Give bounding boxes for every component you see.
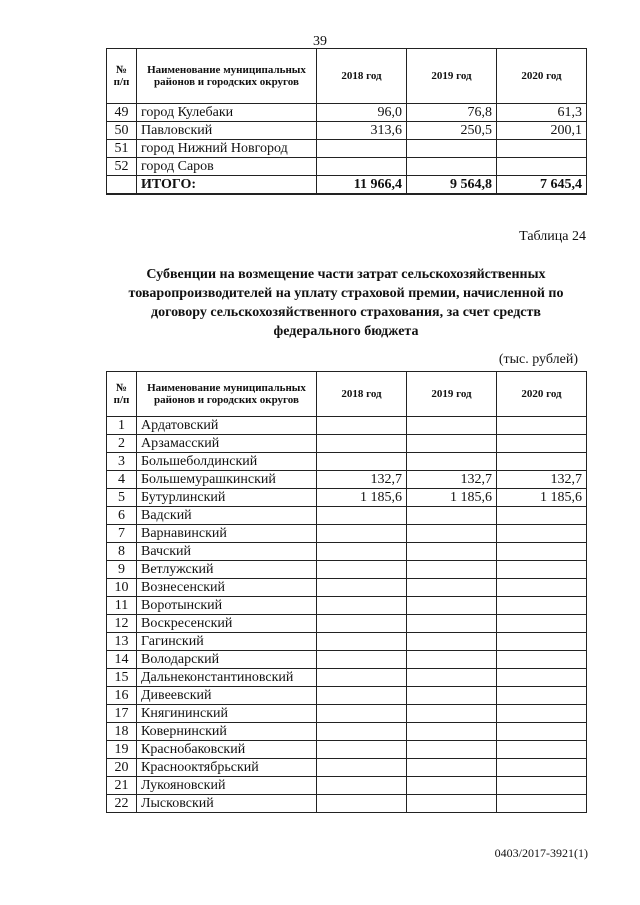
- district-name: город Кулебаки: [137, 104, 317, 122]
- value-2018: 1 185,6: [317, 489, 407, 507]
- value-2019: [407, 597, 497, 615]
- value-2018: [317, 561, 407, 579]
- value-2018: [317, 507, 407, 525]
- page-number: 39: [313, 34, 327, 49]
- value-2020: [497, 795, 587, 813]
- value-2020: [497, 525, 587, 543]
- value-2018: 313,6: [317, 122, 407, 140]
- row-number: 17: [107, 705, 137, 723]
- table-row: [107, 669, 587, 687]
- value-2019: [407, 687, 497, 705]
- row-number: 6: [107, 507, 137, 525]
- value-2019: [407, 158, 497, 176]
- district-name: Краснобаковский: [137, 741, 317, 759]
- table-row: [107, 579, 587, 597]
- value-2018: [317, 777, 407, 795]
- value-2019: [407, 705, 497, 723]
- table-row: [107, 104, 587, 122]
- table-row: [107, 122, 587, 140]
- value-2018: 132,7: [317, 471, 407, 489]
- row-number: 1: [107, 417, 137, 435]
- table-row: [107, 507, 587, 525]
- value-2020: [497, 615, 587, 633]
- value-2018: [317, 759, 407, 777]
- value-2019: [407, 795, 497, 813]
- row-number: 15: [107, 669, 137, 687]
- value-2018: [317, 687, 407, 705]
- value-2018: [317, 525, 407, 543]
- table-row: [107, 795, 587, 813]
- table-row: [107, 543, 587, 561]
- table-row: [107, 435, 587, 453]
- table-row: [107, 561, 587, 579]
- table-row: [107, 140, 587, 158]
- row-number: 16: [107, 687, 137, 705]
- row-number: 20: [107, 759, 137, 777]
- row-number: 21: [107, 777, 137, 795]
- row-number: 13: [107, 633, 137, 651]
- value-2019: 250,5: [407, 122, 497, 140]
- document-code: 0403/2017-3921(1): [494, 846, 588, 860]
- district-name: Вознесенский: [137, 579, 317, 597]
- district-name: Ветлужский: [137, 561, 317, 579]
- value-2020: 61,3: [497, 104, 587, 122]
- district-name: Ковернинский: [137, 723, 317, 741]
- table-row: [107, 453, 587, 471]
- header-2019: 2019 год: [407, 49, 497, 104]
- value-2019: [407, 453, 497, 471]
- table-row: [107, 687, 587, 705]
- table-continuation: [106, 48, 587, 195]
- value-2020: [497, 158, 587, 176]
- value-2018: 96,0: [317, 104, 407, 122]
- district-name: Воротынский: [137, 597, 317, 615]
- value-2018: [317, 453, 407, 471]
- value-2020: [497, 669, 587, 687]
- row-number: 2: [107, 435, 137, 453]
- district-name: Павловский: [137, 122, 317, 140]
- table-24: [106, 371, 587, 813]
- value-2019: [407, 669, 497, 687]
- table-header-row: [107, 49, 587, 104]
- value-2019: [407, 777, 497, 795]
- table-row: [107, 759, 587, 777]
- unit-label: (тыс. рублей): [498, 352, 578, 367]
- value-2018: [317, 543, 407, 561]
- value-2018: [317, 140, 407, 158]
- value-2020: [497, 597, 587, 615]
- value-2019: [407, 435, 497, 453]
- row-number: 14: [107, 651, 137, 669]
- row-number: 50: [107, 122, 137, 140]
- value-2018: [317, 669, 407, 687]
- value-2020: [497, 741, 587, 759]
- row-number: 18: [107, 723, 137, 741]
- value-2019: [407, 759, 497, 777]
- value-2019: [407, 633, 497, 651]
- row-number: 22: [107, 795, 137, 813]
- district-name: Володарский: [137, 651, 317, 669]
- row-number: 5: [107, 489, 137, 507]
- total-row: [107, 176, 587, 195]
- value-2018: [317, 633, 407, 651]
- district-name: Большемурашкинский: [137, 471, 317, 489]
- table-title: Субвенции на возмещение части затрат сельскохозяйственных товаропроизводителей на уплату страховой премии, начисленной по договору сельскохозяйственного страхования, за счет средств федерального бюджета: [128, 267, 564, 339]
- district-name: Бутурлинский: [137, 489, 317, 507]
- table-row: [107, 633, 587, 651]
- district-name: Гагинский: [137, 633, 317, 651]
- total-2018: 11 966,4: [317, 176, 407, 195]
- row-number: 51: [107, 140, 137, 158]
- table-row: [107, 525, 587, 543]
- table-row: [107, 489, 587, 507]
- row-number: 52: [107, 158, 137, 176]
- value-2019: 76,8: [407, 104, 497, 122]
- value-2018: [317, 795, 407, 813]
- row-number: 7: [107, 525, 137, 543]
- district-name: Лукояновский: [137, 777, 317, 795]
- total-num-cell: [107, 176, 137, 195]
- value-2018: [317, 435, 407, 453]
- value-2019: [407, 417, 497, 435]
- header-2020: 2020 год: [497, 372, 587, 417]
- table-row: [107, 651, 587, 669]
- value-2018: [317, 579, 407, 597]
- row-number: 4: [107, 471, 137, 489]
- table-row: [107, 417, 587, 435]
- header-name: Наименование муниципальных районов и городских округов: [137, 372, 317, 417]
- table-row: [107, 471, 587, 489]
- value-2020: [497, 759, 587, 777]
- table-row: [107, 615, 587, 633]
- value-2019: [407, 651, 497, 669]
- table-row: [107, 741, 587, 759]
- district-name: Княгининский: [137, 705, 317, 723]
- value-2020: [497, 687, 587, 705]
- table-row: [107, 597, 587, 615]
- district-name: Ардатовский: [137, 417, 317, 435]
- row-number: 10: [107, 579, 137, 597]
- district-name: Дивеевский: [137, 687, 317, 705]
- row-number: 49: [107, 104, 137, 122]
- value-2019: [407, 579, 497, 597]
- table-row: [107, 158, 587, 176]
- total-label: ИТОГО:: [137, 176, 317, 195]
- value-2019: [407, 561, 497, 579]
- row-number: 12: [107, 615, 137, 633]
- value-2018: [317, 417, 407, 435]
- district-name: город Саров: [137, 158, 317, 176]
- value-2020: 132,7: [497, 471, 587, 489]
- value-2020: [497, 723, 587, 741]
- value-2019: [407, 140, 497, 158]
- value-2020: [497, 417, 587, 435]
- header-num: № п/п: [107, 49, 137, 104]
- header-2018: 2018 год: [317, 372, 407, 417]
- value-2019: 1 185,6: [407, 489, 497, 507]
- table-label: Таблица 24: [519, 229, 586, 244]
- value-2019: [407, 615, 497, 633]
- row-number: 8: [107, 543, 137, 561]
- row-number: 19: [107, 741, 137, 759]
- header-2020: 2020 год: [497, 49, 587, 104]
- district-name: город Нижний Новгород: [137, 140, 317, 158]
- table-row: [107, 777, 587, 795]
- value-2019: [407, 723, 497, 741]
- table-row: [107, 723, 587, 741]
- value-2019: [407, 543, 497, 561]
- total-2019: 9 564,8: [407, 176, 497, 195]
- district-name: Дальнеконстантиновский: [137, 669, 317, 687]
- value-2018: [317, 615, 407, 633]
- value-2018: [317, 723, 407, 741]
- value-2020: [497, 435, 587, 453]
- value-2020: [497, 507, 587, 525]
- value-2018: [317, 597, 407, 615]
- value-2018: [317, 651, 407, 669]
- value-2020: 200,1: [497, 122, 587, 140]
- value-2018: [317, 158, 407, 176]
- value-2020: 1 185,6: [497, 489, 587, 507]
- district-name: Арзамасский: [137, 435, 317, 453]
- district-name: Краснооктябрьский: [137, 759, 317, 777]
- value-2019: [407, 525, 497, 543]
- value-2019: [407, 507, 497, 525]
- district-name: Вадский: [137, 507, 317, 525]
- row-number: 11: [107, 597, 137, 615]
- value-2019: [407, 741, 497, 759]
- value-2019: 132,7: [407, 471, 497, 489]
- district-name: Варнавинский: [137, 525, 317, 543]
- district-name: Лысковский: [137, 795, 317, 813]
- header-2019: 2019 год: [407, 372, 497, 417]
- table-row: [107, 705, 587, 723]
- value-2018: [317, 705, 407, 723]
- value-2020: [497, 705, 587, 723]
- row-number: 9: [107, 561, 137, 579]
- value-2020: [497, 633, 587, 651]
- value-2020: [497, 651, 587, 669]
- table-header-row: [107, 372, 587, 417]
- row-number: 3: [107, 453, 137, 471]
- district-name: Большеболдинский: [137, 453, 317, 471]
- header-num: № п/п: [107, 372, 137, 417]
- value-2020: [497, 561, 587, 579]
- value-2020: [497, 579, 587, 597]
- header-name: Наименование муниципальных районов и городских округов: [137, 49, 317, 104]
- value-2020: [497, 543, 587, 561]
- header-2018: 2018 год: [317, 49, 407, 104]
- district-name: Воскресенский: [137, 615, 317, 633]
- value-2020: [497, 140, 587, 158]
- district-name: Вачский: [137, 543, 317, 561]
- total-2020: 7 645,4: [497, 176, 587, 195]
- value-2020: [497, 777, 587, 795]
- value-2018: [317, 741, 407, 759]
- value-2020: [497, 453, 587, 471]
